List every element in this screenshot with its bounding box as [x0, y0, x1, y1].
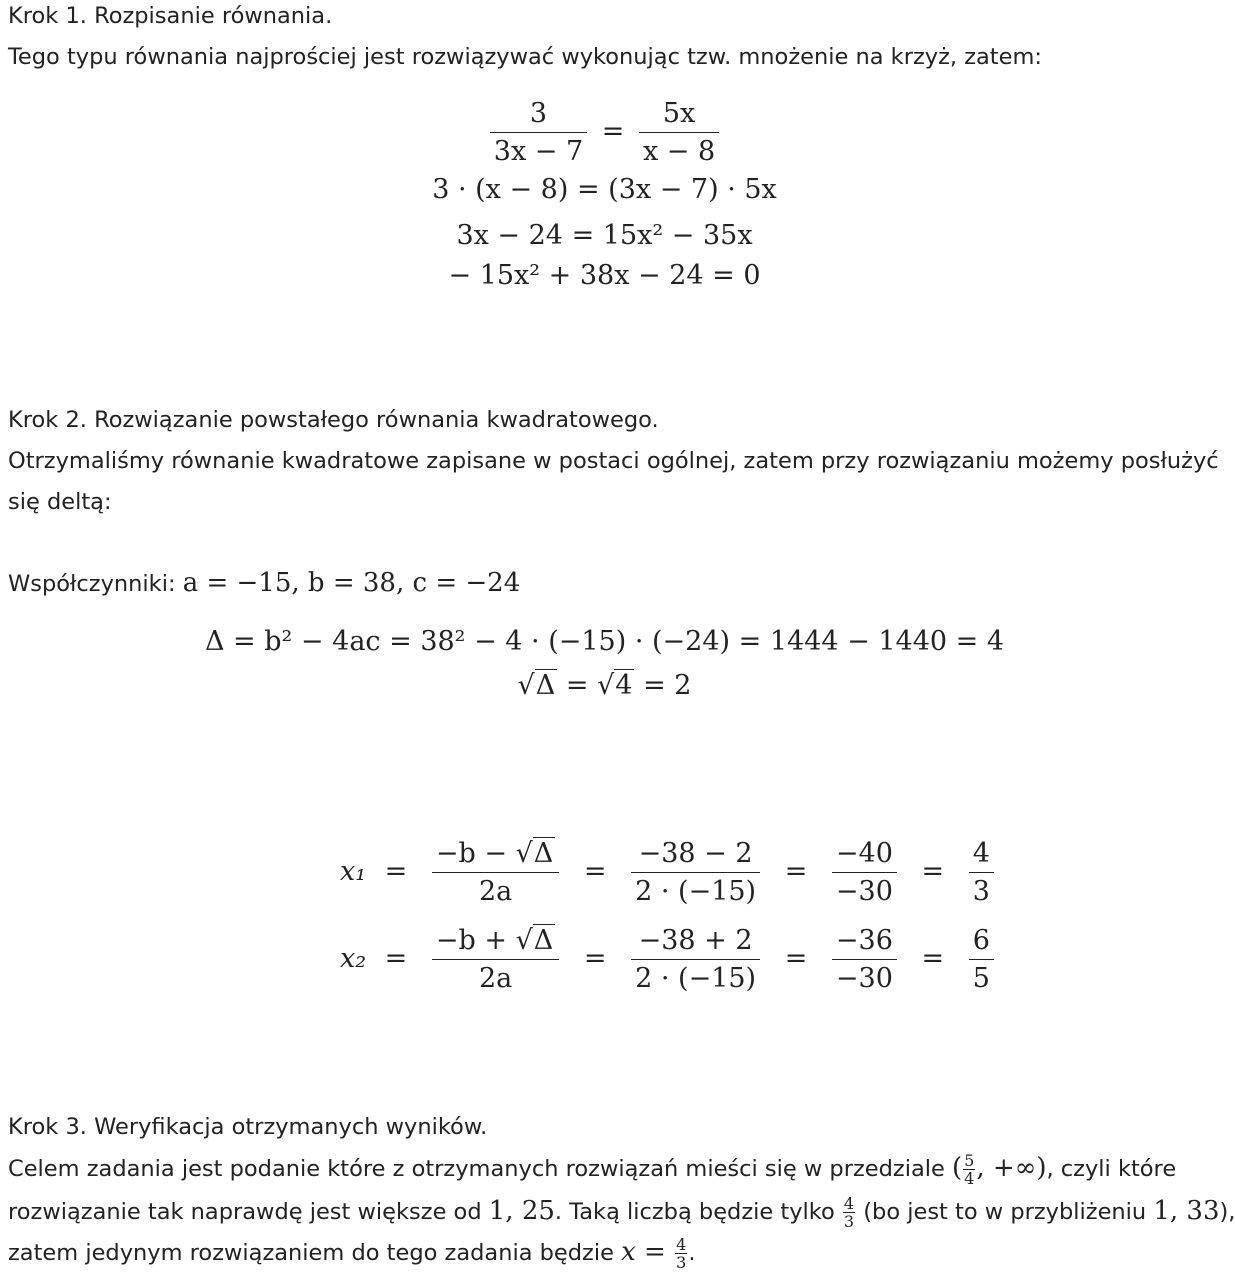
final-num: 4: [676, 1235, 687, 1254]
x2-f2-den: 2 · (−15): [635, 963, 757, 994]
final-den: 3: [676, 1253, 687, 1272]
x1-f2-num: −38 − 2: [631, 838, 760, 873]
eq1-lhs-den: 3x − 7: [493, 136, 584, 167]
x2-f4-den: 5: [972, 963, 990, 994]
step3-title: Krok 3. Weryfikacja otrzymanych wyników.: [8, 1114, 488, 1140]
value-1-25: 1, 25: [488, 1196, 555, 1226]
equation-1: $\frac{3}{3x - 7}$ = $\frac{5x}{x - 8}$: [0, 98, 1209, 167]
x2-f1-den: 2a: [478, 963, 513, 994]
interval-rest: , +∞: [976, 1153, 1037, 1183]
x2-f3-den: −30: [835, 963, 893, 994]
eq1-rhs-den: x − 8: [642, 136, 716, 167]
x2-label: x₂: [340, 943, 367, 974]
equation-2: 3 · (x − 8) = (3x − 7) · 5x: [432, 174, 777, 205]
x1-f2-den: 2 · (−15): [635, 876, 757, 907]
x1-equation: x₁ = $\frac{-b - √\Delta}{2a}$ = $\frac{-38 - 2}{2 \cdot (-15)}$ = $\frac{-40}{-30}$ = $\frac{4}{3}$: [340, 838, 1000, 907]
step2-title: Krok 2. Rozwiązanie powstałego równania kwadratowego.: [8, 407, 659, 433]
step3-line2-pre: rozwiązanie tak naprawdę jest większe od: [8, 1199, 489, 1225]
eq1-rhs-num: 5x: [639, 98, 719, 133]
x2-f4-num: 6: [969, 925, 994, 960]
step3-line3: [8, 1232, 695, 1273]
delta-equation: Δ = b² − 4ac = 38² − 4 · (−15) · (−24) = 1444 − 1440 = 4: [204, 626, 1005, 657]
coefficients-label: Współczynniki:: [8, 571, 176, 597]
step2-intro-line1: Otrzymaliśmy równanie kwadratowe zapisane w postaci ogólnej, zatem przy rozwiązaniu możemy posłużyć: [8, 448, 1219, 474]
step3-line2-mid2: (bo jest to w przybliżeniu: [856, 1199, 1154, 1225]
x1-f4-num: 4: [969, 838, 994, 873]
x1-f1-num: −b −: [435, 838, 516, 869]
x1-label: x₁: [340, 856, 367, 887]
sqrt-result: = 2: [643, 670, 692, 701]
eq1-lhs-num: 3: [490, 98, 587, 133]
step3-line1-pre: Celem zadania jest podanie które z otrzymanych rozwiązań mieści się w przedziale: [8, 1156, 952, 1182]
step3-line3-post: .: [688, 1240, 696, 1266]
x2-f1-num: −b +: [435, 925, 516, 956]
step3-line2: [8, 1191, 1235, 1232]
sqrt-delta: Δ: [535, 670, 556, 701]
step3-line1: Celem zadania jest podanie które z otrzymanych rozwiązań mieści się w przedziale ( $\frac{5}{4}$ , +∞), czyli które: [8, 1151, 1177, 1188]
x2-equation: x₂ = $\frac{-b + √\Delta}{2a}$ = $\frac{-38 + 2}{2 \cdot (-15)}$ = $\frac{-36}{-30}$ = $\frac{6}{5}$: [340, 925, 1000, 994]
x1-f3-num: −40: [832, 838, 897, 873]
x2-f2-num: −38 + 2: [631, 925, 760, 960]
sqrt-four: 4: [615, 670, 633, 701]
step1-intro: Tego typu równania najprościej jest rozwiązywać wykonując tzw. mnożenie na krzyż, zatem:: [8, 44, 1042, 70]
coefficients-values: a = −15, b = 38, c = −24: [182, 568, 521, 598]
x2-f3-num: −36: [832, 925, 897, 960]
interval-den: 4: [964, 1169, 975, 1188]
step3-line1-post: , czyli które: [1046, 1156, 1177, 1182]
step1-title: Krok 1. Rozpisanie równania.: [8, 3, 333, 29]
sqrt-delta-equation: √Δ = √4 = 2: [517, 670, 692, 701]
equation-3: 3x − 24 = 15x² − 35x: [456, 220, 753, 251]
step2-intro-line2: się deltą:: [8, 489, 112, 515]
equation-4: − 15x² + 38x − 24 = 0: [448, 260, 761, 291]
final-var: x: [621, 1237, 636, 1267]
frac-num: 4: [843, 1194, 855, 1213]
step3-line3-pre: zatem jedynym rozwiązaniem do tego zadania będzie: [8, 1240, 622, 1266]
x1-f3-den: −30: [835, 876, 893, 907]
value-1-33: 1, 33: [1153, 1196, 1220, 1226]
step3-line2-mid: . Taką liczbą będzie tylko: [554, 1199, 842, 1225]
step3-line2-post: ),: [1219, 1199, 1235, 1225]
final-eq: =: [635, 1237, 675, 1267]
frac-den: 3: [843, 1212, 855, 1231]
x1-f1-den: 2a: [478, 876, 513, 907]
coefficients: [8, 563, 520, 604]
x1-f4-den: 3: [972, 876, 990, 907]
interval-num: 5: [964, 1151, 975, 1170]
